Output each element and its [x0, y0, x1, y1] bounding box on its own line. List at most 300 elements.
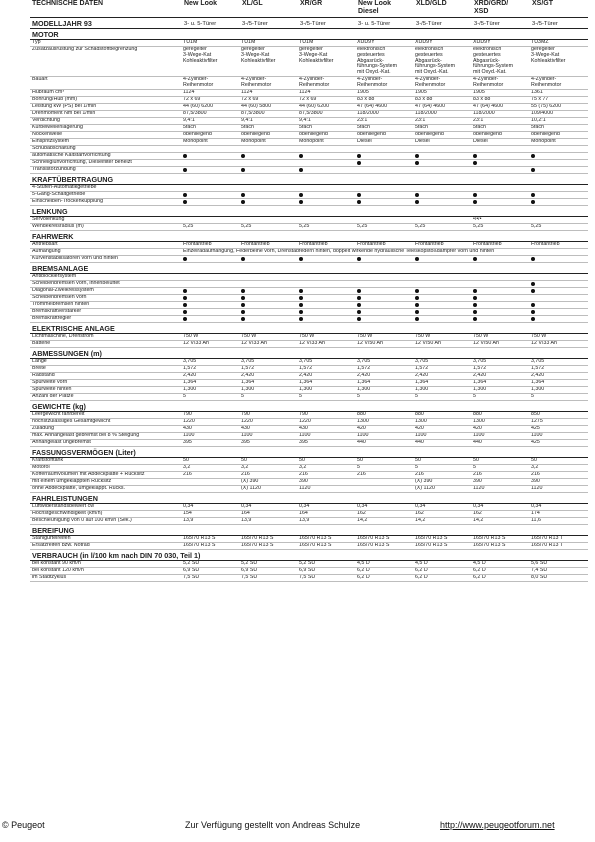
spec-row [30, 341, 588, 348]
spec-row [30, 295, 588, 302]
feature-dot-icon [530, 288, 584, 295]
bullet-icon [183, 200, 187, 204]
spec-value: 1,364 [531, 380, 545, 385]
spec-value: 5fach [357, 125, 370, 130]
bullet-icon [531, 193, 535, 197]
spec-label: Hubraum cm³ [32, 90, 65, 95]
bullet-icon [357, 200, 361, 204]
spec-value: 440 [415, 440, 424, 445]
spec-value: 5fach [473, 125, 486, 130]
spec-value: 750 W [357, 334, 373, 339]
spec-label: Radstand [32, 373, 55, 378]
spec-value: 2,420 [357, 373, 371, 378]
feature-dot-icon [182, 295, 240, 302]
feature-dot-icon [530, 309, 584, 316]
feature-dot-icon [240, 199, 298, 206]
spec-row [30, 40, 588, 47]
spec-value: 75 x 77 [531, 97, 549, 102]
spec-value: 9,4:1 [299, 118, 311, 123]
spec-label: Kurvenstabilisatoren vorn und hinten [32, 256, 118, 261]
spec-row [30, 426, 588, 433]
feature-dot-icon [182, 153, 240, 160]
feature-dot-icon [414, 316, 472, 323]
spec-label: mit einem umgeklappten Rücksitz [32, 479, 112, 484]
spec-value: 420 [415, 426, 424, 431]
spec-value: 3,705 [415, 359, 429, 364]
bullet-icon [299, 200, 303, 204]
spec-value: 3,705 [473, 359, 487, 364]
spec-value: 5 [531, 394, 534, 399]
spec-value: 8,0 SU [531, 575, 548, 580]
bullet-icon [415, 289, 419, 293]
spec-value: 5,6 SU [531, 561, 548, 566]
bullet-icon [357, 154, 361, 158]
feature-dot-icon [240, 295, 298, 302]
spec-value: 750 W [473, 334, 489, 339]
spec-value: obenliegend [531, 132, 560, 137]
spec-label: Diagonal-Zweikreissystem [32, 288, 94, 293]
feature-dot-icon [414, 199, 472, 206]
feature-dot-icon [298, 288, 356, 295]
spec-value: 1120 [299, 486, 311, 491]
spec-value: Monopoint [531, 139, 556, 144]
bullet-icon [415, 154, 419, 158]
spec-value: 440 [473, 440, 482, 445]
spec-value: 55 (75) 6200 [531, 104, 562, 109]
model-column-header: XR/GR [300, 0, 323, 7]
bullet-icon [183, 317, 187, 321]
feature-dot-icon [182, 302, 240, 309]
spec-value: 750 W [241, 334, 257, 339]
spec-value: (X) 390 [415, 479, 433, 484]
spec-value: 12 V/50 Ah [415, 341, 441, 346]
spec-value: 7,5 SU [183, 575, 200, 580]
feature-dot-icon [414, 309, 472, 316]
spec-value: TU1M [241, 40, 256, 45]
spec-label: Anhängelast ungebremst [32, 440, 91, 445]
spec-row [30, 486, 588, 493]
bullet-icon [299, 154, 303, 158]
doors-value: 3-/5-Türer [474, 21, 500, 27]
spec-row [30, 504, 588, 511]
spec-value: 4-Zylinder- Reihenmotor [183, 77, 214, 88]
spec-value: 162 [357, 511, 366, 516]
bullet-icon [183, 303, 187, 307]
spec-label: Anzahl der Plätze [32, 394, 74, 399]
spec-value: 14,2 [357, 518, 368, 523]
spec-value: obenliegend [357, 132, 386, 137]
spec-row [30, 373, 588, 380]
spec-row [30, 465, 588, 472]
spec-value: 880 [415, 412, 424, 417]
bullet-icon [415, 257, 419, 261]
spec-label: Motoröl [32, 465, 50, 470]
feature-dot-icon [182, 167, 240, 174]
bullet-icon [357, 161, 361, 165]
section-title: FAHRWERK [32, 232, 74, 241]
spec-label: Leistung kW (PS) bei 1/min [32, 104, 97, 109]
bullet-icon [415, 303, 419, 307]
spec-sheet [30, 0, 588, 582]
spec-value: 50 [473, 458, 479, 463]
spec-value: 4-Zylinder- Reihenmotor [299, 77, 330, 88]
spec-row [30, 111, 588, 118]
spec-row [30, 146, 588, 153]
bullet-icon [473, 303, 477, 307]
spec-value: 4,5 D [415, 561, 428, 566]
spec-value: Diesel [415, 139, 430, 144]
bullet-icon [357, 303, 361, 307]
feature-dot-icon [240, 288, 298, 295]
section-title: VERBRAUCH (in l/100 km nach DIN 70 030, Teil 1) [32, 551, 201, 560]
spec-value: 1100 [241, 433, 253, 438]
spec-value: 47 (64) 4600 [473, 104, 504, 109]
spec-label: Bauart [32, 77, 48, 82]
model-column-header: XL/GL [242, 0, 263, 7]
bullet-icon [531, 200, 535, 204]
spec-value: 72 x 69 [299, 97, 317, 102]
bullet-icon [241, 200, 245, 204]
spec-value: 174 [531, 511, 540, 516]
bullet-icon [473, 154, 477, 158]
spec-value: 6,9 SU [183, 568, 200, 573]
spec-value: 1,364 [357, 380, 371, 385]
spec-value: Diesel [357, 139, 372, 144]
page-footer [0, 820, 595, 834]
spec-value: 1,300 [183, 387, 197, 392]
spec-value: 2,420 [183, 373, 197, 378]
spec-value: 83 x 88 [357, 97, 375, 102]
spec-value: 13,9 [241, 518, 252, 523]
spec-label: Schubabschaltung [32, 146, 76, 151]
spec-label: Ersatzreifen bzw. Notrad [32, 543, 90, 548]
spec-value: 395 [183, 440, 192, 445]
model-year-row [30, 18, 588, 29]
bullet-icon [241, 303, 245, 307]
section-heading [30, 493, 588, 504]
spec-value: 1100 [299, 433, 311, 438]
sheet-title: TECHNISCHE DATEN [32, 0, 104, 7]
spec-value: 165/70 R13 S [241, 536, 274, 541]
spec-value: 5fach [415, 125, 428, 130]
spec-value: 12 V/33 Ah [241, 341, 267, 346]
model-column-header: XRD/GRD/ XSD [474, 0, 509, 15]
bullet-icon [357, 193, 361, 197]
spec-value: 1300 [357, 419, 369, 424]
spec-label: ohne Abdeckplatte, umgeklappt. Rücks. [32, 486, 126, 491]
bullet-icon [531, 282, 535, 286]
spec-label: Leergewicht fahrbereit [32, 412, 85, 417]
section-heading [30, 348, 588, 359]
feature-dot-icon [472, 288, 530, 295]
spec-label: Trommelbremsen hinten [32, 302, 90, 307]
spec-value: 1,300 [357, 387, 371, 392]
spec-value: TU1M [183, 40, 198, 45]
spec-value: 1,300 [473, 387, 487, 392]
spec-row [30, 199, 588, 206]
bullet-icon [299, 168, 303, 172]
spec-value: 50 [531, 458, 537, 463]
feature-dot-icon [182, 199, 240, 206]
feature-dot-icon [356, 199, 414, 206]
spec-label: Schnellglühvorrichtung, Dieselfilter beheizt [32, 160, 132, 165]
section-title: BEREIFUNG [32, 526, 75, 535]
spec-label: Antriebsart [32, 242, 58, 247]
bullet-icon [241, 317, 245, 321]
spec-value: 165/70 R13 S [241, 543, 274, 548]
spec-value: 430 [299, 426, 308, 431]
section-title: FASSUNGSVERMÖGEN (Liter) [32, 448, 136, 457]
spec-value: 6,9 SU [299, 568, 316, 573]
spec-value: 4-Zylinder- Reihenmotor [531, 77, 562, 88]
spec-value: 6,2 D [357, 568, 370, 573]
feature-dot-icon [414, 295, 472, 302]
feature-dot-icon [298, 199, 356, 206]
bullet-icon [299, 303, 303, 307]
spec-value: 6,2 D [357, 575, 370, 580]
spec-row [30, 359, 588, 366]
spec-value: obenliegend [415, 132, 444, 137]
spec-row [30, 334, 588, 341]
spec-label: 5-Gang-Schaltgetriebe [32, 192, 86, 197]
spec-value: 3,705 [357, 359, 371, 364]
spec-value: 44 (60) 5800 [241, 104, 272, 109]
bullet-icon [531, 317, 535, 321]
bullet-icon [241, 193, 245, 197]
bullet-icon [415, 161, 419, 165]
spec-value: (X) 1120 [415, 486, 435, 491]
spec-value: 12 V/50 Ah [357, 341, 383, 346]
section-heading [30, 206, 588, 217]
feature-dot-icon [530, 192, 584, 199]
spec-row [30, 440, 588, 447]
bullet-icon [241, 289, 245, 293]
feature-dot-icon [530, 167, 584, 174]
spec-value: Frontantrieb [415, 242, 444, 247]
spec-value: 790 [241, 412, 250, 417]
bullet-icon [299, 193, 303, 197]
spec-label: Luftwiderstandsbeiwert cw [32, 504, 95, 509]
spec-value: 1124 [183, 90, 195, 95]
spec-label: Scheibenbremsen vorn, innenbelüftet [32, 281, 120, 286]
feature-dot-icon [356, 316, 414, 323]
spec-value: 162 [473, 511, 482, 516]
feature-dot-icon [240, 302, 298, 309]
bullet-icon [415, 296, 419, 300]
spec-label: Zusatzausrüstung zur Schadstoffbegrenzung [32, 47, 138, 52]
spec-value: Frontantrieb [299, 242, 328, 247]
feature-dot-icon [356, 302, 414, 309]
spec-value: 2,420 [241, 373, 255, 378]
spec-value: geregelter 3-Wege-Kat Kohleaktivfilter [183, 47, 218, 64]
feature-dot-icon [298, 316, 356, 323]
spec-row [30, 132, 588, 139]
section-heading [30, 550, 588, 561]
spec-value: 5 [183, 394, 186, 399]
section-title: FAHRLEISTUNGEN [32, 494, 98, 503]
bullet-icon [241, 296, 245, 300]
bullet-icon [531, 310, 535, 314]
spec-value: 4-Zylinder- Reihenmotor [357, 77, 388, 88]
spec-value: 390 [531, 479, 540, 484]
copyright-text: © Peugeot [2, 820, 45, 830]
feature-dot-icon [356, 256, 414, 263]
bullet-icon [415, 193, 419, 197]
spec-value: 6,2 D [473, 568, 486, 573]
spec-value: 44 (60) 6200 [183, 104, 214, 109]
spec-value: 11,6 [531, 518, 541, 523]
spec-value: 3,705 [241, 359, 255, 364]
spec-value: 850 [531, 412, 540, 417]
spec-value: 14,2 [473, 518, 484, 523]
section-heading [30, 447, 588, 458]
spec-value: 1100 [415, 433, 427, 438]
spec-value: elektronisch gesteuertes Abgasrück- führungs-System mit Oxyd.-Kat. [357, 47, 398, 76]
spec-value: 165/70 R13 S [473, 543, 506, 548]
spec-value: 3,2 [299, 465, 307, 470]
spec-label: 4-Stufen-Automatikgetriebe [32, 185, 97, 190]
spec-value: 750 W [299, 334, 315, 339]
spec-value: 165/70 R13 S [183, 536, 216, 541]
bullet-icon [473, 257, 477, 261]
spec-value: elektronisch gesteuertes Abgasrück- führungs-System mit Oxyd.-Kat. [473, 47, 514, 76]
spec-label: Drehmoment Nm bei 1/min [32, 111, 96, 116]
feature-dot-icon [182, 192, 240, 199]
spec-value: 5 [299, 394, 302, 399]
spec-value: 430 [183, 426, 192, 431]
spec-row [30, 575, 588, 582]
bullet-icon [415, 310, 419, 314]
spec-value: 1905 [473, 90, 485, 95]
spec-value: 6,2 D [415, 568, 428, 573]
spec-value: 5,2 SU [183, 561, 200, 566]
spec-value: 1,300 [299, 387, 313, 392]
spec-label: max. Anhängelast gebremst bei 8 % Steigung [32, 433, 140, 438]
spec-value: 425 [531, 440, 540, 445]
spec-value: 0,34 [531, 504, 542, 509]
spec-value: Diesel [473, 139, 488, 144]
spec-row [30, 97, 588, 104]
spec-row [30, 90, 588, 97]
spec-value: 12 V/50 Ah [473, 341, 499, 346]
spec-value: 216 [415, 472, 424, 477]
bullet-icon [357, 317, 361, 321]
spec-value: 1120 [531, 486, 543, 491]
spec-label: bei konstant 120 km/h [32, 568, 84, 573]
bullet-icon [299, 296, 303, 300]
spec-value: 2,420 [299, 373, 313, 378]
spec-value: Frontantrieb [357, 242, 386, 247]
spec-row [30, 217, 588, 224]
feature-dot-icon [530, 199, 584, 206]
spec-value: 1,300 [415, 387, 429, 392]
spec-value: 5,2 SU [241, 561, 258, 566]
spec-row [30, 380, 588, 387]
spec-value: 6,2 D [473, 575, 486, 580]
spec-label: automatische Kaltstartvorrichtung [32, 153, 111, 158]
spec-row [30, 536, 588, 543]
spec-label: Zuladung [32, 426, 55, 431]
spec-value: 118/2000 [415, 111, 437, 116]
spec-value: 5,25 [473, 224, 484, 229]
spec-value: 5 [241, 394, 244, 399]
spec-value: 1100 [183, 433, 195, 438]
spec-value: 23:1 [473, 118, 484, 123]
spec-value: Einzelradaufhängung, Federbeine vorn, Drehstabfedern hinten, doppelt wirkende hydraulische Teleskopstoßdämpfer vorn und hinten [183, 249, 495, 254]
spec-value: 12 V/33 Ah [183, 341, 209, 346]
spec-value: •/•/• [473, 217, 482, 222]
feature-dot-icon [414, 288, 472, 295]
spec-row [30, 316, 588, 323]
forum-link[interactable]: http://www.peugeotforum.net [440, 820, 555, 830]
spec-value: 1,364 [241, 380, 255, 385]
spec-label: Verdichtung [32, 118, 60, 123]
spec-value: 165/70 R13 S [183, 543, 216, 548]
feature-dot-icon [472, 295, 530, 302]
doors-value: 3-/5-Türer [416, 21, 442, 27]
model-year-label: MODELLJAHR 93 [32, 19, 92, 28]
table-header [30, 0, 588, 18]
bullet-icon [241, 154, 245, 158]
spec-value: 5,25 [531, 224, 542, 229]
spec-label: Batterie [32, 341, 51, 346]
spec-value: 165/70 R13 S [357, 536, 390, 541]
spec-row [30, 192, 588, 199]
bullet-icon [531, 154, 535, 158]
bullet-icon [357, 310, 361, 314]
spec-value: Frontantrieb [473, 242, 502, 247]
spec-value: 12 V/33 Ah [531, 341, 557, 346]
bullet-icon [183, 289, 187, 293]
spec-value: 50 [241, 458, 247, 463]
spec-value: 1,364 [473, 380, 487, 385]
feature-dot-icon [530, 316, 584, 323]
spec-value: obenliegend [183, 132, 212, 137]
spec-label: bei konstant 90 km/h [32, 561, 81, 566]
spec-row [30, 433, 588, 440]
spec-value: 2,420 [531, 373, 545, 378]
spec-label: Antiblockiersystem [32, 274, 77, 279]
spec-value: 750 W [183, 334, 199, 339]
spec-row [30, 511, 588, 518]
spec-value: 165/70 R13 S [299, 536, 332, 541]
spec-value: Frontantrieb [531, 242, 560, 247]
spec-value: 425 [531, 426, 540, 431]
bullet-icon [357, 257, 361, 261]
spec-value: 880 [473, 412, 482, 417]
feature-dot-icon [414, 153, 472, 160]
feature-dot-icon [298, 309, 356, 316]
spec-value: 5 [357, 394, 360, 399]
spec-row [30, 77, 588, 90]
spec-value: 4-Zylinder- Reihenmotor [241, 77, 272, 88]
spec-row [30, 118, 588, 125]
feature-dot-icon [472, 160, 530, 167]
section-title: MOTOR [32, 30, 59, 39]
spec-value: 4,5 D [357, 561, 370, 566]
spec-value: 10,2:1 [531, 118, 546, 123]
bullet-icon [183, 296, 187, 300]
bullet-icon [415, 317, 419, 321]
spec-value: 5 [415, 394, 418, 399]
spec-value: 162 [415, 511, 424, 516]
spec-value: Monopoint [183, 139, 208, 144]
spec-row [30, 568, 588, 575]
spec-value: geregelter 3-Wege-Kat Kohleaktivfilter [241, 47, 276, 64]
spec-value: 165/70 R13 S [473, 536, 506, 541]
spec-value: XUD9Y [415, 40, 433, 45]
bullet-icon [183, 193, 187, 197]
